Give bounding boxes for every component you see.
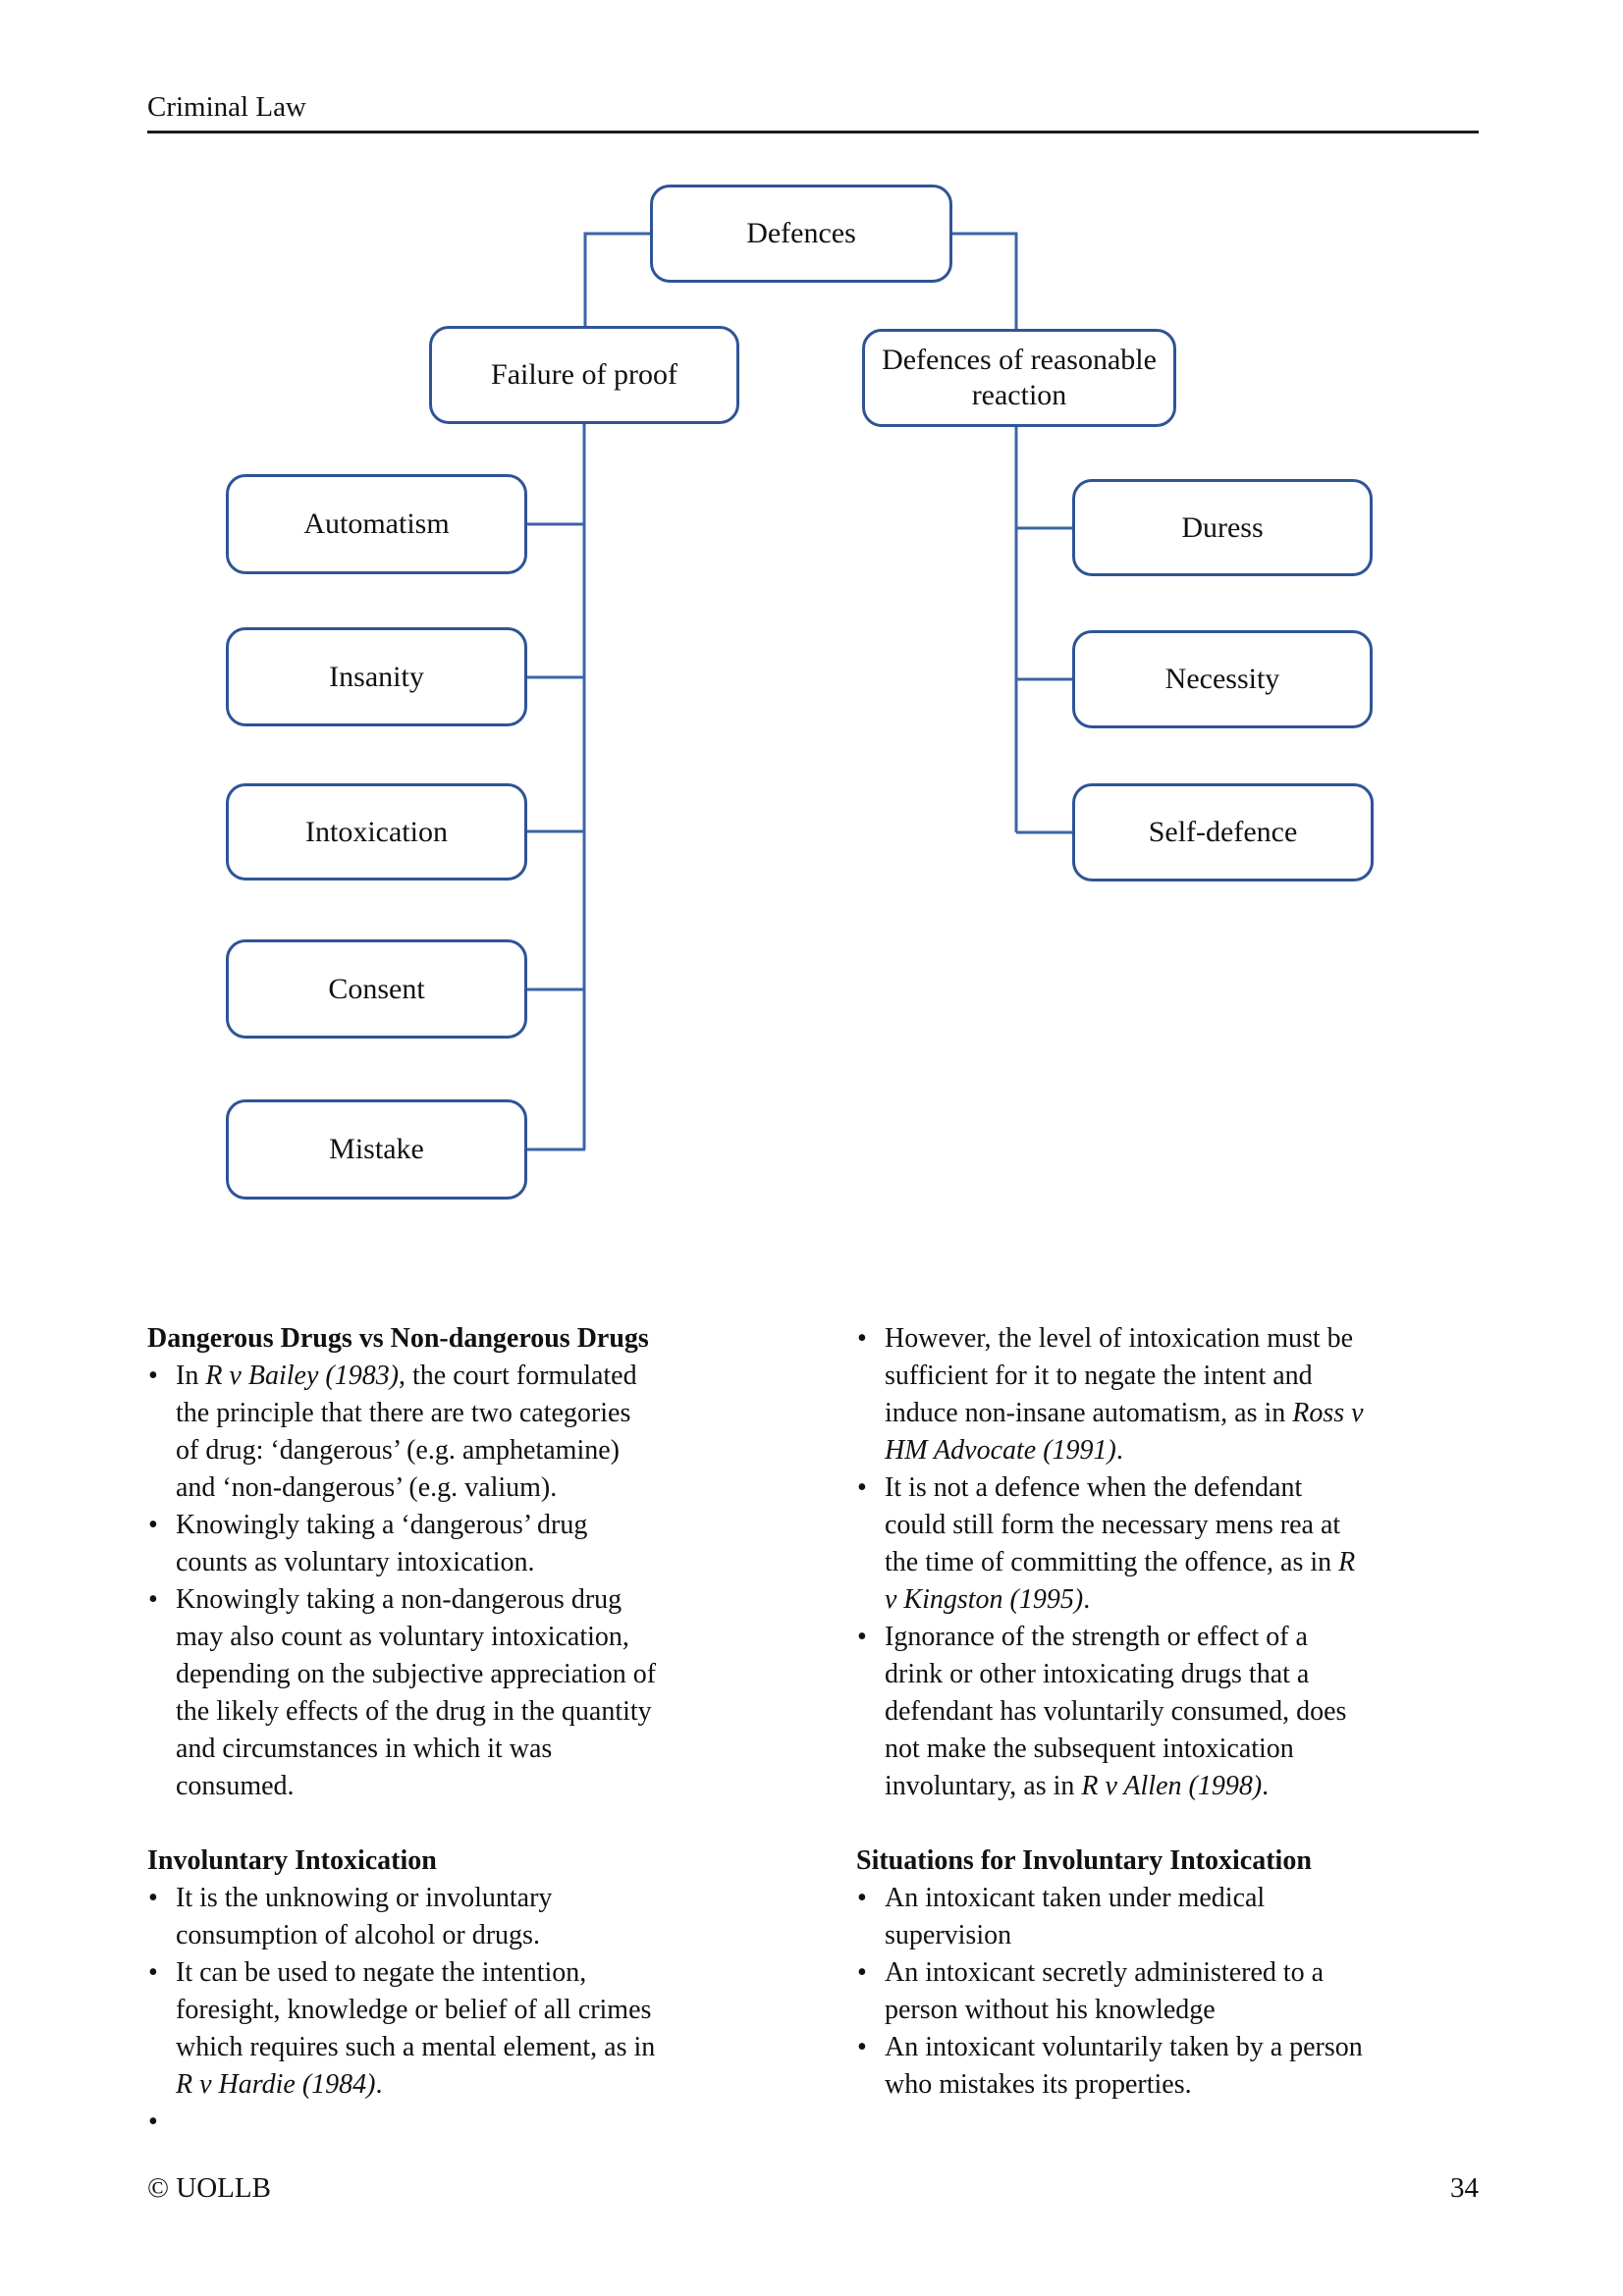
text-column-right [856,1320,1504,2104]
bullet-list [856,1880,1504,2104]
bullet-item: • However, the level of intoxication must be sufficient for it to negate the intent and induce non-insane automatism, as in Ross v HM Advocate (1991). [856,1320,1504,1469]
node-self-defence-label: Self-defence [1148,816,1298,848]
node-necessity [1072,630,1373,728]
node-necessity-label: Necessity [1164,663,1280,695]
text-column-left [147,1320,795,2141]
node-consent [226,939,527,1039]
footer-page-number: 34 [1450,2172,1479,2204]
node-defences [650,185,952,283]
node-duress [1072,479,1373,576]
node-self-defence [1072,783,1374,881]
connector-root-to-left [585,234,650,326]
node-duress-label: Duress [1181,510,1264,544]
node-defences-of-reasonable-reaction-label: Defences of reasonable reaction [882,344,1157,411]
connector-root-to-right [952,234,1016,329]
node-intoxication-label: Intoxication [305,815,448,848]
bullet-list [856,1320,1504,1805]
page-header: Criminal Law [147,91,306,123]
bullet-list [147,1358,795,1805]
bullet-item: • It is the unknowing or involuntary consumption of alcohol or drugs. [147,1880,795,1954]
bullet-item: • An intoxicant voluntarily taken by a person who mistakes its properties. [856,2029,1504,2104]
node-mistake-label: Mistake [329,1133,424,1165]
section-heading-involuntary-intoxication: Involuntary Intoxication [147,1845,437,1876]
header-rule [147,131,1479,133]
bullet-list [147,1880,795,2141]
node-failure-of-proof-label: Failure of proof [491,358,677,391]
bullet-item: • Knowingly taking a non-dangerous drug may also count as voluntary intoxication, depending on the subjective appreciation of the likely effects of the drug in the quantity and circumstances in which it was consumed. [147,1581,795,1805]
node-defences-of-reasonable-reaction [862,329,1176,427]
bullet-item: • In R v Bailey (1983), the court formulated the principle that there are two categories of drug: ‘dangerous’ (e.g. amphetamine) and ‘non-dangerous’ (e.g. valium). [147,1358,795,1507]
node-automatism [226,474,527,574]
node-consent-label: Consent [328,972,425,1005]
node-automatism-label: Automatism [303,507,450,540]
section-heading-dangerous-drugs: Dangerous Drugs vs Non-dangerous Drugs [147,1323,649,1354]
node-failure-of-proof [429,326,739,424]
bullet-item: • It can be used to negate the intention, foresight, knowledge or belief of all crimes which requires such a mental element, as in R v Hardie (1984). [147,1954,795,2104]
bullet-item: • Knowingly taking a ‘dangerous’ drug counts as voluntary intoxication. [147,1507,795,1581]
bullet-item-empty [147,2104,795,2141]
node-mistake [226,1099,527,1200]
bullet-item: • An intoxicant secretly administered to a person without his knowledge [856,1954,1504,2029]
bullet-item: • An intoxicant taken under medical supervision [856,1880,1504,1954]
section-heading-situations: Situations for Involuntary Intoxication [856,1845,1312,1876]
footer-copyright: © UOLLB [147,2172,271,2204]
page-footer [147,2171,1479,2205]
node-insanity [226,627,527,726]
node-insanity-label: Insanity [329,660,424,693]
bullet-item: • It is not a defence when the defendant could still form the necessary mens rea at the time of committing the offence, as in R v Kingston (1995). [856,1469,1504,1619]
bullet-item: • Ignorance of the strength or effect of a drink or other intoxicating drugs that a defendant has voluntarily consumed, does not make the subsequent intoxication involuntary, as in R v Allen (1998). [856,1619,1504,1805]
node-defences-label: Defences [746,217,856,249]
node-intoxication [226,783,527,881]
